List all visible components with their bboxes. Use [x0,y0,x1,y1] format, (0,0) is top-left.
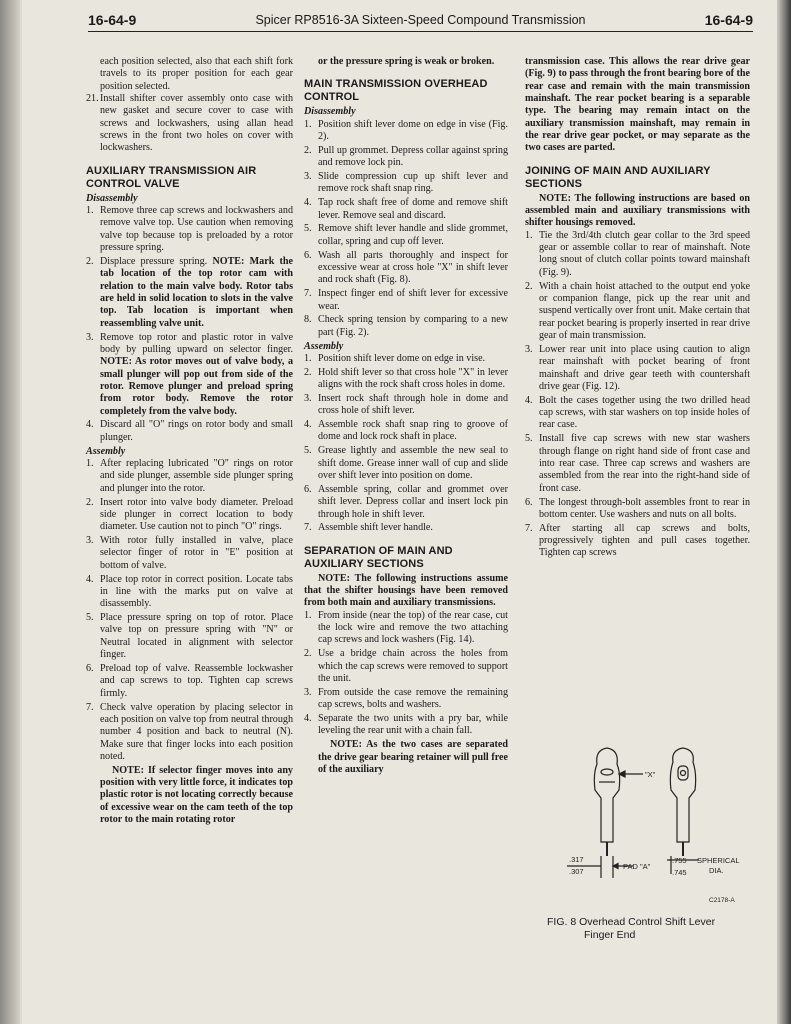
step-text: Tie the 3rd/4th clutch gear collar to the 3rd speed gear or assemble collar to rear of mainshaft. Note long snout of clutch collar points toward mainshaft (Fig. 9). [539,229,750,278]
joining-note: NOTE: The following instructions are based on assembled main and auxiliary transmissions with shifter housings removed. [525,192,750,229]
overhead-assembly-step-6: 6. Assemble spring, collar and grommet over shift lever. Depress collar and insert lock pin through hole in shift lever. [304,483,508,520]
dim-307: .307 [569,867,584,876]
step-text: Displace pressure spring. [100,255,208,267]
overhead-assembly-step-1: 1. Position shift lever dome on edge in vise. [304,352,486,364]
step-text: Remove shift lever handle and slide grommet, collar, spring and cup off lever. [318,223,508,247]
page-number-left: 16-64-9 [88,12,137,28]
step-text: Hold shift lever so that cross hole "X" in lever aligns with the rock shaft cross holes in dome. [318,366,508,391]
step-text: Insert rock shaft through hole in dome and cross hole of shift lever. [318,392,508,417]
step-text: Check valve operation by placing selector in each position on valve top from neutral through number 4 position and back to neutral (N). Make sure that finger locks into each position noted. [100,701,293,762]
header-rule [88,31,753,32]
separation-step-4: 4. Separate the two units with a pry bar, while leveling the rear unit with a chain fall. [304,712,508,737]
step-text: Install five cap screws with new star washers through flange on right hand side of front case and into rear case. Three cap screws and washers are assembled from the rear into the right-hand side of front case. [539,433,750,494]
step-text: Preload top of valve. Reassemble lockwasher and cap screws to top. Tighten cap screws firmly. [100,662,293,699]
caption-line-2: Finger End [584,928,636,941]
step-text: Lower rear unit into place using caution to align rear mainshaft with pocket bearing of front mainshaft and drive gear teeth with countershaft drive gear (Fig. 12). [539,343,750,392]
label-dia: DIA. [709,866,724,875]
step-note: NOTE: As rotor moves out of valve body, a small plunger will pop out from side of the rotor. Remove plunger and preload spring from rotor body. Remove the rotor completely from the valve body. [100,356,293,417]
valve-assembly-step-7: 7. Check valve operation by placing selector in each position on valve top from neutral through number 4 position and back to neutral (N). Make sure that finger locks into each position noted. [86,701,293,762]
column-3 [525,56,750,561]
valve-assembly-step-2: 2. Insert rotor into valve body diameter. Preload side plunger in correct location to body diameter. Use caution not to pinch "O" rings. [86,496,293,533]
heading-separation: SEPARATION OF MAIN AND AUXILIARY SECTIONS [304,544,453,570]
step-text: Discard all "O" rings on rotor body and small plunger. [100,419,293,443]
valve-assembly-step-5: 5. Place pressure spring on top of rotor. Place valve top on pressure spring with "N" or Neutral located in alignment with selector finger. [86,612,293,661]
step-text: Install shifter cover assembly onto case with new gasket and secure cover to case with screws and lockwashers, using allan head screws in the front two holes on cover with lockwashers. [100,93,293,154]
overhead-disassembly-step-2: 2. Pull up grommet. Depress collar against spring and remove lock pin. [304,144,508,169]
overhead-disassembly-step-7: 7. Inspect finger end of shift lever for excessive wear. [304,288,508,312]
subheading-disassembly: Disassembly [304,106,356,118]
joining-step-5: 5. Install five cap screws with new star washers through flange on right hand side of front case and into rear case. Three cap screws and washers are assembled from the rear into the right-hand side of front case. [525,433,750,494]
step-text: With rotor fully installed in valve, place selector finger of rotor in "E" position at bottom of valve. [100,535,293,571]
overhead-disassembly-step-8: 8. Check spring tension by comparing to a new part (Fig. 2). [304,314,508,338]
joining-step-3: 3. Lower rear unit into place using caution to align rear mainshaft with pocket bearing of front mainshaft and drive gear teeth with countershaft drive gear (Fig. 12). [525,343,750,392]
valve-disassembly-step-4: 4. Discard all "O" rings on rotor body and small plunger. [86,419,293,443]
step-text: Separate the two units with a pry bar, while leveling the rear unit with a chain fall. [318,712,508,737]
scan-left-edge [0,0,20,1024]
column-1 [86,56,293,826]
joining-step-6: 6. The longest through-bolt assembles front to rear in bottom center. Use washers and nuts on all bolts. [525,496,750,520]
valve-assembly-step-6: 6. Preload top of valve. Reassemble lockwasher and cap screws to top. Tighten cap screws firmly. [86,662,293,699]
step-text: The longest through-bolt assembles front to rear in bottom center. Use washers and nuts on all bolts. [539,496,750,520]
step-text: From outside the case remove the remaining cap screws, bolts and washers. [318,686,508,711]
step-text: After replacing lubricated "O" rings on rotor and side plunger, assemble side plunger spring and plunger into the rotor. [100,457,293,494]
joining-step-7: 7. After starting all cap screws and bolts, progressively tighten and pull cases together. Tighten cap screws [525,522,750,559]
valve-assembly-step-4: 4. Place top rotor in correct position. Locate tabs in line with the marks put on valve at disassembly. [86,573,293,610]
separation-note: NOTE: The following instructions assume that the shifter housings have been removed from both main and auxiliary transmissions. [304,572,508,609]
step-text: Place pressure spring on top of rotor. Place valve top on pressure spring with "N" or Neutral located in alignment with selector finger. [100,612,293,661]
page-header [88,12,753,32]
overhead-disassembly-step-1: 1. Position shift lever dome on edge in vise (Fig. 2). [304,118,508,143]
step-text: Remove three cap screws and lockwashers and remove valve top. Use caution when removing valve top because top is preloaded by a rotor pressure spring. [100,205,293,254]
continued-note-b: The bearing may remain intact on the auxiliary transmission mainshaft, may remain in the rear drive gear pocket, or may separate as the two cases are parted. [525,105,750,154]
step-text: Grease lightly and assemble the new seal to shift dome. Grease inner wall of cup and slide over shift lever into position on dome. [318,445,508,481]
step-text: Inspect finger end of shift lever for excessive wear. [318,288,508,312]
overhead-assembly-step-2: 2. Hold shift lever so that cross hole "X" in lever aligns with the rock shaft cross holes in dome. [304,366,508,391]
step-text: With a chain hoist attached to the output end yoke or companion flange, pick up the rear unit and suspend vertically over front unit. Make certain that rear pocket bearing is properly inserted in rear drive gear of main transmission. [539,280,750,342]
separation-step-3: 3. From outside the case remove the remaining cap screws, bolts and washers. [304,686,508,711]
step-text: Check spring tension by comparing to a new part (Fig. 2). [318,314,508,338]
valve-disassembly-step-3: 3. Remove top rotor and plastic rotor in valve body by pulling upward on selector finger. NOTE: As rotor moves out of valve body, a small plunger will pop out from side of the rotor. Remove plunger and preload spring from rotor body. Remove the rotor completely from the valve body. [86,331,293,417]
continued-note-a: transmission case. This allows the rear drive gear (Fig. 9) to pass through the front bearing bore of the rear case and remain with the main transmission mainshaft. The rear pocket bearing is a separable type. [525,56,750,117]
page-number-right: 16-64-9 [704,12,753,28]
overhead-disassembly-step-3: 3. Slide compression cup up shift lever and remove rock shaft snap ring. [304,171,508,195]
caption-line-1: FIG. 8 Overhead Control Shift Lever [547,916,716,928]
joining-step-1: 1. Tie the 3rd/4th clutch gear collar to the 3rd speed gear or assemble collar to rear of mainshaft. Note long snout of clutch collar points toward mainshaft (Fig. 9). [525,229,750,278]
step-note: NOTE: Mark the tab location of the top rotor cam with relation to the main valve body. Rotor tabs are held in solid location to slots in the valve top. Tab location is important when reassembling valve unit. [100,255,293,329]
figure-8-shift-lever-diagram [559,742,759,910]
overhead-disassembly-step-6: 6. Wash all parts thoroughly and inspect for excessive wear at cross hole "X" in shift lever and rock shaft (Fig. 8). [304,249,508,286]
step-text: Assemble spring, collar and grommet over shift lever. Depress collar and insert lock pin through hole in shift lever. [318,483,508,520]
step-text: Bolt the cases together using the two drilled head cap screws, with star washers on top inside holes of rear case. [539,394,750,431]
valve-assembly-step-3: 3. With rotor fully installed in valve, place selector finger of rotor in "E" position at bottom of valve. [86,535,293,571]
step-text: Assemble rock shaft snap ring to groove of dome and lock rock shaft in place. [318,419,508,443]
label-pad-a: PAD "A" [623,862,651,871]
step-text: From inside (near the top) of the rear case, cut the lock wire and remove the two attaching cap screws and lock washers (Fig. 14). [318,609,508,646]
continued-note: or the pressure spring is weak or broken. [318,56,495,67]
separation-step-4-note: NOTE: As the two cases are separated the drive gear bearing retainer will pull free of the auxiliary [318,739,508,775]
subheading-assembly: Assembly [304,340,344,352]
step-21 [86,93,293,155]
step-text: Position shift lever dome on edge in vise. [318,352,486,364]
overhead-disassembly-step-4: 4. Tap rock shaft free of dome and remove shift lever. Remove seal and discard. [304,197,508,221]
step-text: Insert rotor into valve body diameter. Preload side plunger in correct location to body diameter. Use caution not to pinch "O" rings. [100,496,293,533]
valve-note [86,765,293,827]
overhead-assembly-step-7: 7. Assemble shift lever handle. [304,522,433,534]
figure-code: C2178-A [709,897,735,904]
step-text: Wash all parts thoroughly and inspect for excessive wear at cross hole "X" in shift lever and rock shaft (Fig. 8). [318,249,508,286]
subheading-assembly: Assembly [86,445,126,457]
label-x: "X" [645,770,656,779]
heading-air-control-valve: AUXILIARY TRANSMISSION AIR CONTROL VALVE [86,164,257,190]
step-text: Place top rotor in correct position. Locate tabs in line with the marks put on valve at disassembly. [100,573,293,610]
valve-assembly-step-1: 1. After replacing lubricated "O" rings on rotor and side plunger, assemble side plunger spring and plunger into the rotor. [86,457,293,494]
dim-755: .755 [672,856,687,865]
figure-8-caption [547,916,757,941]
column-2 [304,56,508,776]
separation-step-1: 1. From inside (near the top) of the rear case, cut the lock wire and remove the two attaching cap screws and lock washers (Fig. 14). [304,609,508,646]
label-spherical: SPHERICAL [697,856,740,865]
step-text: Remove top rotor and plastic rotor in valve body by pulling upward on selector finger. [100,331,293,355]
step-text: Position shift lever dome on edge in vise (Fig. 2). [318,118,508,143]
step-text: Tap rock shaft free of dome and remove shift lever. Remove seal and discard. [318,197,508,221]
step-text: Slide compression cup up shift lever and remove rock shaft snap ring. [318,171,508,195]
continued-step: each position selected, also that each shift fork travels to its proper position for each gear position selected. [100,56,293,92]
dim-745: .745 [672,868,687,877]
valve-disassembly-step-1: 1. Remove three cap screws and lockwashers and remove valve top. Use caution when removing valve top because top is preloaded by a rotor pressure spring. [86,205,293,254]
note-label: NOTE: [112,764,144,776]
separation-step-2: 2. Use a bridge chain across the holes from which the cap screws were removed to support the unit. [304,648,508,684]
step-text: Assemble shift lever handle. [318,522,433,534]
step-number: 21. [86,93,99,105]
joining-step-2: 2. With a chain hoist attached to the output end yoke or companion flange, pick up the rear unit and suspend vertically over front unit. Make certain that rear pocket bearing is properly inserted in rear drive gear of main transmission. [525,280,750,342]
overhead-assembly-step-5: 5. Grease lightly and assemble the new seal to shift dome. Grease inner wall of cup and slide over shift lever into position on dome. [304,445,508,481]
step-text: After starting all cap screws and bolts, progressively tighten and pull cases together. Tighten cap screws [539,522,750,559]
step-text: Pull up grommet. Depress collar against spring and remove lock pin. [318,144,508,169]
valve-disassembly-step-2: 2. Displace pressure spring. NOTE: Mark the tab location of the top rotor cam with relation to the main valve body. Rotor tabs are held in solid location to slots in the valve top. Tab location is important when reassembling valve unit. [86,255,293,329]
scan-right-edge [777,0,791,1024]
running-title: Spicer RP8516-3A Sixteen-Speed Compound Transmission [255,13,586,27]
joining-step-4: 4. Bolt the cases together using the two drilled head cap screws, with star washers on top inside holes of rear case. [525,394,750,431]
continued-note [525,56,750,155]
overhead-disassembly-step-5: 5. Remove shift lever handle and slide grommet, collar, spring and cup off lever. [304,223,508,247]
heading-joining: JOINING OF MAIN AND AUXILIARY SECTIONS [525,164,711,190]
subheading-disassembly: Disassembly [86,192,138,204]
step-text: Use a bridge chain across the holes from which the cap screws were removed to support the unit. [318,648,508,684]
note-text: If selector finger moves into any position with very little force, it indicates top plastic rotor is not locating correctly because of excessive wear on the cam teeth of the top rotor to the main rotating rotor [100,764,293,826]
overhead-assembly-step-3: 3. Insert rock shaft through hole in dome and cross hole of shift lever. [304,392,508,417]
heading-overhead-control: MAIN TRANSMISSION OVERHEAD CONTROL [304,78,488,104]
overhead-assembly-step-4: 4. Assemble rock shaft snap ring to groove of dome and lock rock shaft in place. [304,419,508,443]
dim-317: .317 [569,855,584,864]
